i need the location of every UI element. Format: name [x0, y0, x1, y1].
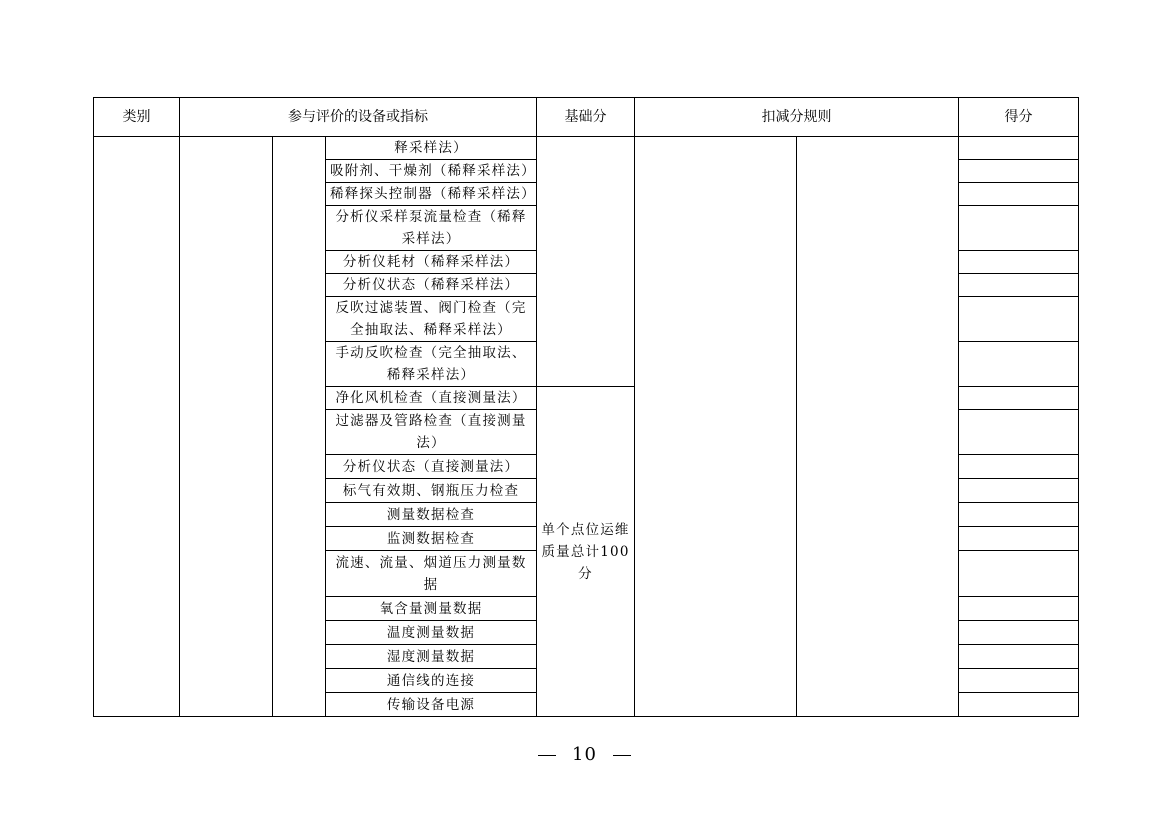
score-cell[interactable]: [959, 693, 1079, 717]
index-cell: [273, 137, 326, 717]
header-deduction-rules: 扣减分规则: [635, 98, 959, 137]
score-cell[interactable]: [959, 137, 1079, 160]
score-cell[interactable]: [959, 669, 1079, 693]
item-cell: 释采样法）: [326, 137, 537, 160]
score-cell[interactable]: [959, 251, 1079, 274]
item-cell: 过滤器及管路检查（直接测量法）: [326, 410, 537, 455]
dash-left: [538, 755, 556, 756]
category-cell: [94, 137, 180, 717]
deduction-rule-cell: [635, 137, 797, 717]
header-score: 得分: [959, 98, 1079, 137]
score-cell[interactable]: [959, 597, 1079, 621]
item-cell: 反吹过滤装置、阀门检查（完全抽取法、稀释采样法）: [326, 297, 537, 342]
item-cell: 稀释探头控制器（稀释采样法）: [326, 183, 537, 206]
evaluation-table: [93, 97, 1079, 717]
score-cell[interactable]: [959, 342, 1079, 387]
score-cell[interactable]: [959, 551, 1079, 597]
item-cell: 分析仪状态（稀释采样法）: [326, 274, 537, 297]
base-score-cell-empty: [537, 137, 635, 387]
score-cell[interactable]: [959, 410, 1079, 455]
score-cell[interactable]: [959, 297, 1079, 342]
subcategory-cell: [180, 137, 273, 717]
score-cell[interactable]: [959, 206, 1079, 251]
item-cell: 分析仪采样泵流量检查（稀释采样法）: [326, 206, 537, 251]
item-cell: 手动反吹检查（完全抽取法、稀释采样法）: [326, 342, 537, 387]
score-cell[interactable]: [959, 503, 1079, 527]
score-cell[interactable]: [959, 455, 1079, 479]
score-cell[interactable]: [959, 183, 1079, 206]
table-row: [94, 137, 1079, 160]
item-cell: 吸附剂、干燥剂（稀释采样法）: [326, 160, 537, 183]
item-cell: 流速、流量、烟道压力测量数据: [326, 551, 537, 597]
item-cell: 标气有效期、钢瓶压力检查: [326, 479, 537, 503]
score-cell[interactable]: [959, 274, 1079, 297]
deduction-score-cell: [797, 137, 959, 717]
header-item: 参与评价的设备或指标: [180, 98, 537, 137]
item-cell: 氧含量测量数据: [326, 597, 537, 621]
item-cell: 湿度测量数据: [326, 645, 537, 669]
score-cell[interactable]: [959, 160, 1079, 183]
score-cell[interactable]: [959, 387, 1079, 410]
item-cell: 净化风机检查（直接测量法）: [326, 387, 537, 410]
item-cell: 分析仪耗材（稀释采样法）: [326, 251, 537, 274]
score-cell[interactable]: [959, 645, 1079, 669]
page-number: 10: [572, 744, 597, 765]
header-category: 类别: [94, 98, 180, 137]
header-base-score: 基础分: [537, 98, 635, 137]
dash-right: [613, 755, 631, 756]
score-cell[interactable]: [959, 479, 1079, 503]
item-cell: 监测数据检查: [326, 527, 537, 551]
score-cell[interactable]: [959, 621, 1079, 645]
item-cell: 温度测量数据: [326, 621, 537, 645]
page-footer: [0, 744, 1169, 765]
item-cell: 传输设备电源: [326, 693, 537, 717]
item-cell: 分析仪状态（直接测量法）: [326, 455, 537, 479]
table-header-row: [94, 98, 1079, 137]
item-cell: 测量数据检查: [326, 503, 537, 527]
base-score-cell: 单个点位运维质量总计100分: [537, 387, 635, 717]
item-cell: 通信线的连接: [326, 669, 537, 693]
score-cell[interactable]: [959, 527, 1079, 551]
